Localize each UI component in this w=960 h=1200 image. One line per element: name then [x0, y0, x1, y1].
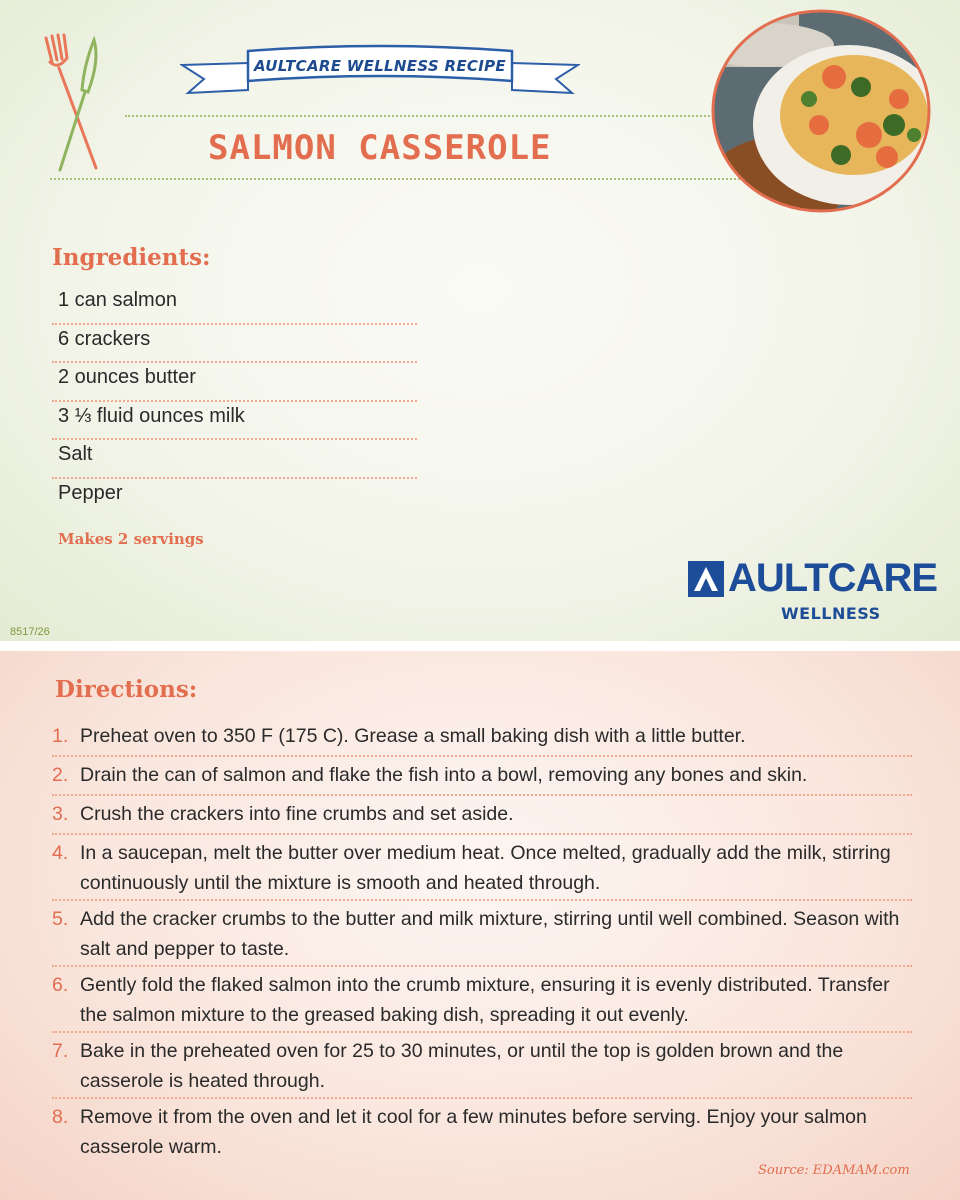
- ingredient-item: 3 ⅓ fluid ounces milk: [52, 402, 417, 441]
- step-number: 3.: [52, 803, 69, 825]
- ingredient-item: 2 ounces butter: [52, 363, 417, 402]
- step-text: Preheat oven to 350 F (175 C). Grease a small baking dish with a little butter.: [80, 725, 746, 747]
- step-number: 2.: [52, 764, 69, 786]
- direction-step: [52, 1099, 912, 1165]
- aultcare-logo-icon: [688, 561, 724, 597]
- step-number: 4.: [52, 842, 69, 864]
- step-number: 8.: [52, 1106, 69, 1128]
- step-text: Drain the can of salmon and flake the fish into a bowl, removing any bones and skin.: [80, 764, 808, 786]
- directions-list: [52, 718, 912, 1165]
- divider-title: [50, 178, 740, 180]
- banner-label: AULTCARE WELLNESS RECIPE: [254, 57, 506, 75]
- step-text: In a saucepan, melt the butter over medium heat. Once melted, gradually add the milk, stirring continuously until the mixture is smooth and heated through.: [80, 842, 891, 894]
- directions-heading: Directions:: [55, 676, 198, 703]
- direction-step: [52, 967, 912, 1033]
- casserole-photo: [709, 7, 933, 215]
- step-text: Gently fold the flaked salmon into the crumb mixture, ensuring it is evenly distributed. Transfer the salmon mixture to the greased baking dish, spreading it out evenly.: [80, 974, 890, 1026]
- step-number: 6.: [52, 974, 69, 996]
- fork-knife-icon: [38, 30, 108, 180]
- direction-step: [52, 901, 912, 967]
- recipe-title: SALMON CASSEROLE: [208, 128, 552, 168]
- step-text: Crush the crackers into fine crumbs and set aside.: [80, 803, 514, 825]
- ingredient-item: 1 can salmon: [52, 286, 417, 325]
- direction-step: [52, 757, 912, 796]
- step-text: Remove it from the oven and let it cool for a few minutes before serving. Enjoy your salmon casserole warm.: [80, 1106, 867, 1158]
- card-code: 8517/26: [10, 626, 50, 638]
- direction-step: [52, 1033, 912, 1099]
- step-text: Add the cracker crumbs to the butter and milk mixture, stirring until well combined. Season with salt and pepper to taste.: [80, 908, 900, 960]
- servings-note: Makes 2 servings: [58, 530, 204, 548]
- direction-step: [52, 796, 912, 835]
- ingredients-heading: Ingredients:: [52, 244, 211, 271]
- step-text: Bake in the preheated oven for 25 to 30 minutes, or until the top is golden brown and the casserole is heated through.: [80, 1040, 844, 1092]
- step-number: 5.: [52, 908, 69, 930]
- step-number: 7.: [52, 1040, 69, 1062]
- ingredient-item: Salt: [52, 440, 417, 479]
- divider-top: [125, 115, 730, 117]
- logo-wordmark: AULTCARE: [728, 556, 938, 600]
- recipe-source: Source: EDAMAM.com: [758, 1163, 910, 1178]
- direction-step: [52, 718, 912, 757]
- ingredient-item: Pepper: [58, 481, 123, 504]
- step-number: 1.: [52, 725, 69, 747]
- ingredient-item: 6 crackers: [52, 325, 417, 364]
- direction-step: [52, 835, 912, 901]
- ingredients-list: [52, 286, 417, 517]
- logo-subtitle: WELLNESS: [781, 604, 881, 623]
